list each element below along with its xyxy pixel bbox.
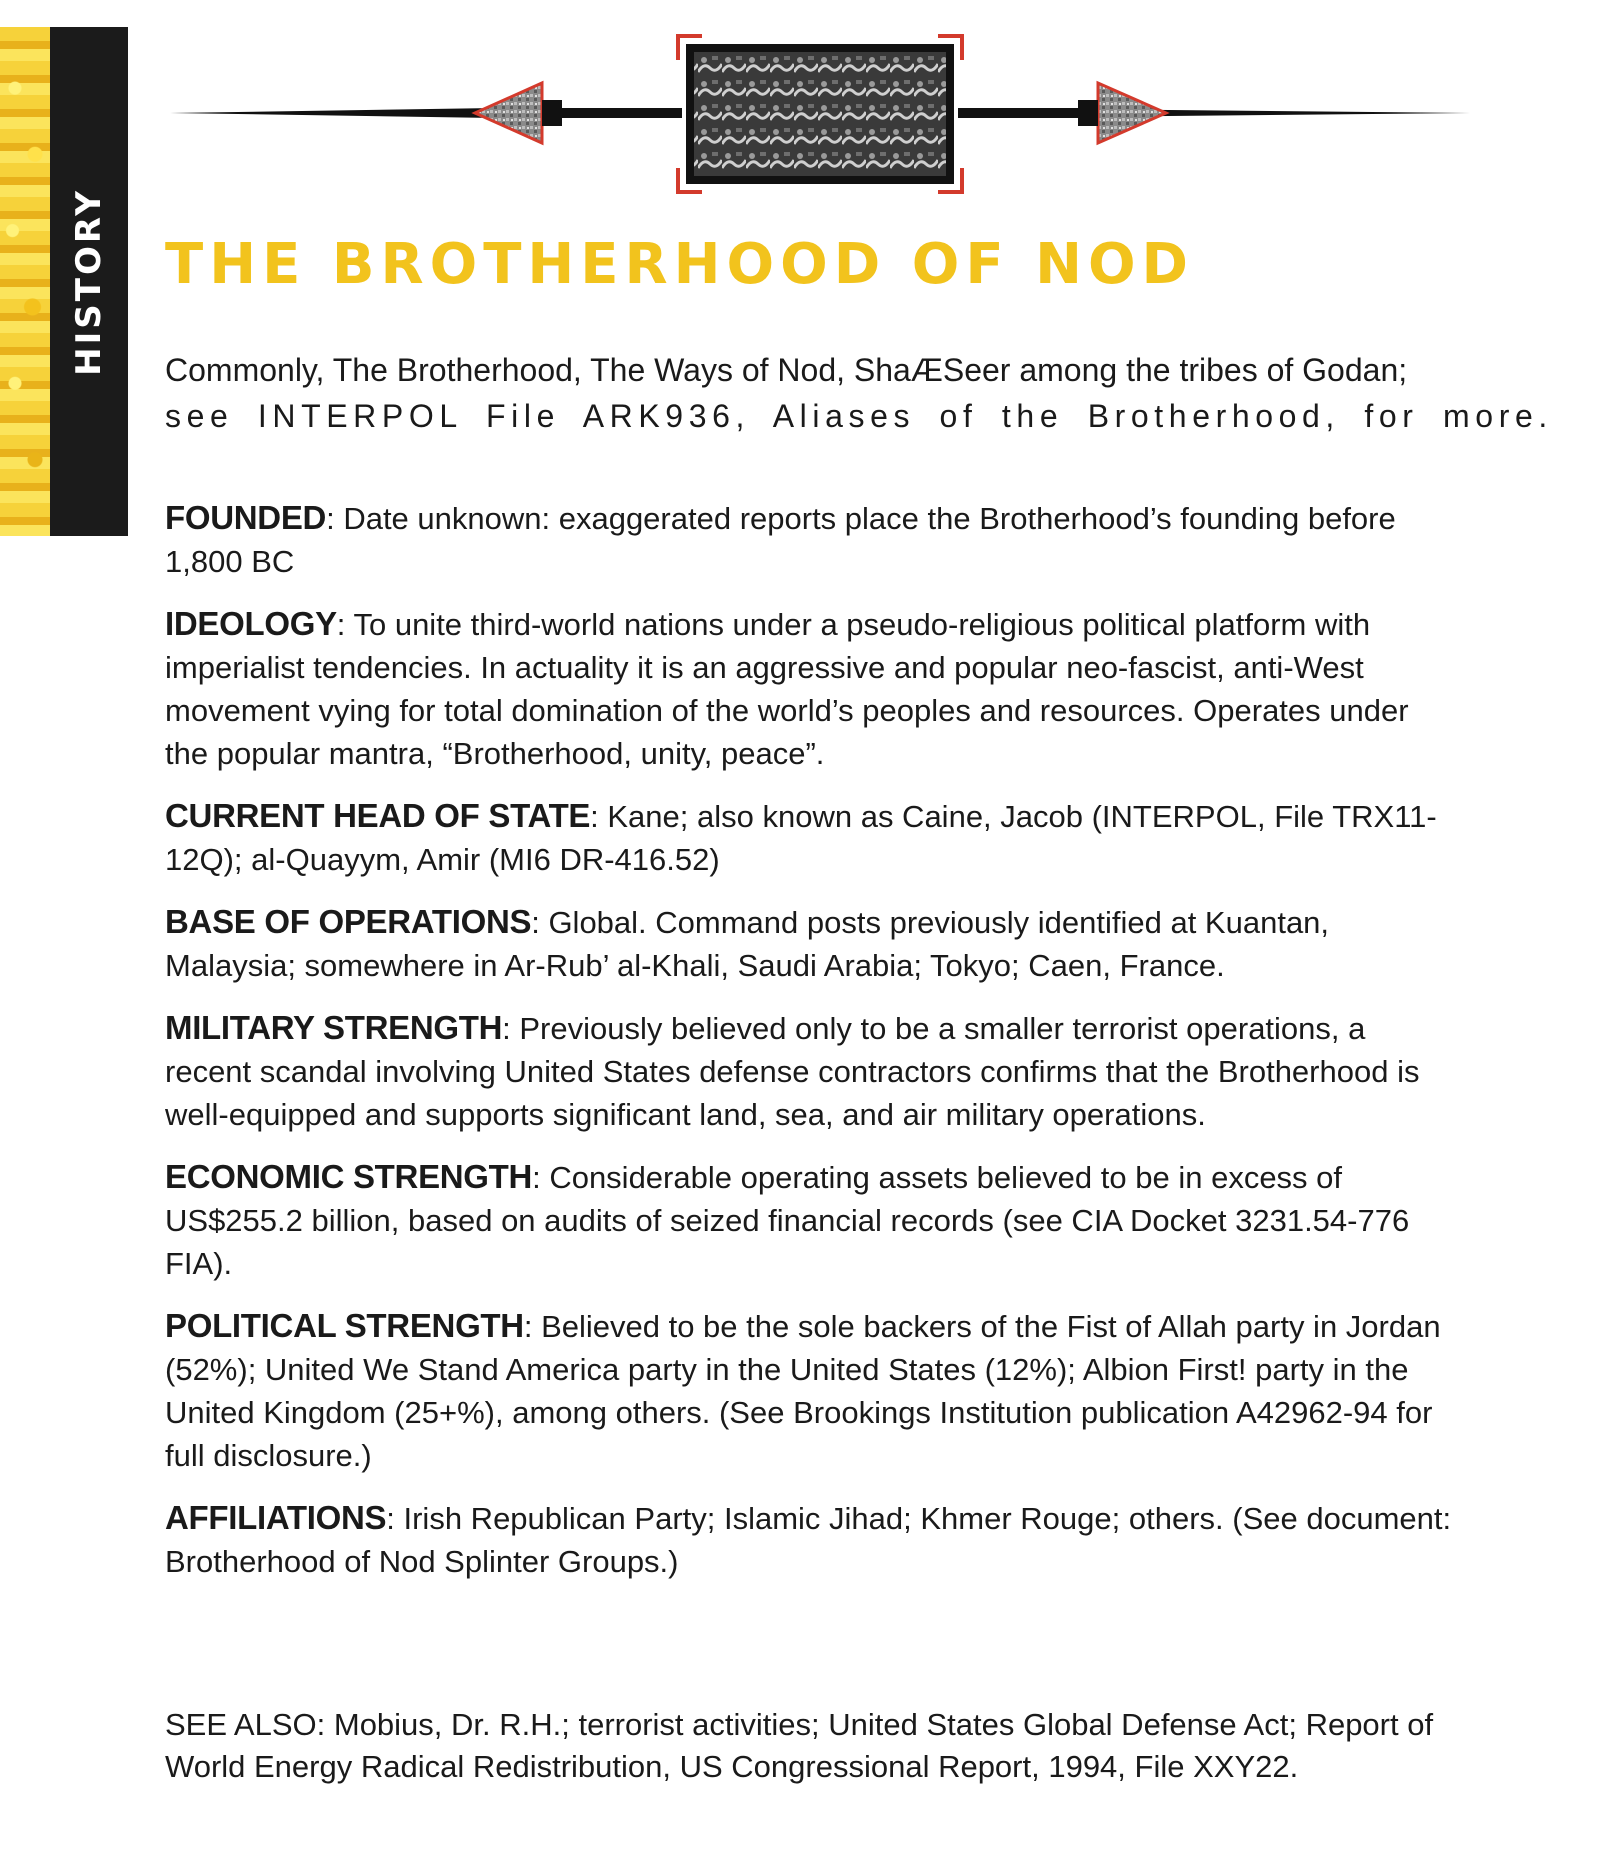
arrow-right-icon bbox=[1098, 83, 1166, 143]
entry-affiliations: AFFILIATIONS: Irish Republican Party; Islamic Jihad; Khmer Rouge; others. (See document: Brotherhood of Nod Splinter Groups.) bbox=[165, 1499, 1452, 1579]
entry-text: To unite third-world nations under a pseudo-religious political platform with imperialist tendencies. In actuality it is an aggressive and popular neo-fascist, anti-West movement vying for total domination of the world’s peoples and resources. Operates under the popular mantra, “Brotherhood, unity, peace”. bbox=[165, 607, 1409, 771]
entry-ideology: IDEOLOGY: To unite third-world nations under a pseudo-religious political platform with imperialist tendencies. In actuality it is an aggressive and popular neo-fascist, anti-West movement vying for total domination of the world’s peoples and resources. Operates under the popular mantra, “Brotherhood, unity, peace”. bbox=[165, 605, 1409, 771]
section-tab bbox=[50, 27, 128, 536]
entry-label: POLITICAL STRENGTH bbox=[165, 1307, 524, 1344]
entry-text: Irish Republican Party; Islamic Jihad; Khmer Rouge; others. (See document: Brotherhood of Nod Splinter Groups.) bbox=[165, 1501, 1452, 1579]
ornament-line-left bbox=[170, 108, 495, 118]
header-picture bbox=[690, 48, 950, 180]
entry-label: BASE OF OPERATIONS bbox=[165, 903, 532, 940]
entry-base-of-operations: BASE OF OPERATIONS: Global. Command posts previously identified at Kuantan, Malaysia; somewhere in Ar-Rub’ al-Khali, Saudi Arabia; Tokyo; Caen, France. bbox=[165, 903, 1330, 983]
entry-text: Date unknown: exaggerated reports place the Brotherhood’s founding before 1,800 BC bbox=[165, 501, 1396, 579]
entry-label: CURRENT HEAD OF STATE bbox=[165, 797, 591, 834]
intro-line-2: see INTERPOL File ARK936, Aliases of the Brotherhood, for more. bbox=[165, 398, 1553, 434]
entry-text: Global. Command posts previously identified at Kuantan, Malaysia; somewhere in Ar-Rub’ al-Khali, Saudi Arabia; Tokyo; Caen, France. bbox=[165, 905, 1330, 983]
page-title: THE BROTHERHOOD OF NOD bbox=[165, 232, 1195, 297]
arrow-left-icon bbox=[475, 83, 542, 143]
entry-label: MILITARY STRENGTH bbox=[165, 1009, 503, 1046]
entry-label: FOUNDED bbox=[165, 499, 327, 536]
entry-text: Believed to be the sole backers of the Fist of Allah party in Jordan (52%); United We Stand America party in the United States (12%); Albion First! party in the United Kingdom (25+%), among others. (See Brookings Institution publication A42962-94 for full disclosure.) bbox=[165, 1309, 1441, 1473]
entry-text: Kane; also known as Caine, Jacob (INTERPOL, File TRX11-12Q); al-Quayym, Amir (MI6 DR-416.52) bbox=[165, 799, 1437, 877]
intro-line-1: Commonly, The Brotherhood, The Ways of Nod, ShaÆSeer among the tribes of Godan; bbox=[165, 352, 1408, 388]
see-also-paragraph: SEE ALSO: Mobius, Dr. R.H.; terrorist activities; United States Global Defense Act; Report of World Energy Radical Redistribution, US Congressional Report, 1994, File XXY22. bbox=[165, 1707, 1434, 1784]
intro-paragraph bbox=[165, 347, 1553, 439]
entry-text: Previously believed only to be a smaller terrorist operations, a recent scandal involving United States defense contractors confirms that the Brotherhood is well-equipped and supports significant land, sea, and air military operations. bbox=[165, 1011, 1420, 1132]
entry-political-strength: POLITICAL STRENGTH: Believed to be the sole backers of the Fist of Allah party in Jordan (52%); United We Stand America party in the United States (12%); Albion First! party in the United Kingdom (25+%), among others. (See Brookings Institution publication A42962-94 for full disclosure.) bbox=[165, 1307, 1441, 1473]
section-tab-label: HISTORY bbox=[69, 187, 109, 376]
entry-head-of-state: CURRENT HEAD OF STATE: Kane; also known as Caine, Jacob (INTERPOL, File TRX11-12Q); al-Quayym, Amir (MI6 DR-416.52) bbox=[165, 797, 1437, 877]
entry-label: AFFILIATIONS bbox=[165, 1499, 387, 1536]
entry-military-strength: MILITARY STRENGTH: Previously believed only to be a smaller terrorist operations, a recent scandal involving United States defense contractors confirms that the Brotherhood is well-equipped and supports significant land, sea, and air military operations. bbox=[165, 1009, 1420, 1132]
entry-economic-strength: ECONOMIC STRENGTH: Considerable operating assets believed to be in excess of US$255.2 billion, based on audits of seized financial records (see CIA Docket 3231.54-776 FIA). bbox=[165, 1158, 1410, 1281]
fact-entries bbox=[165, 496, 1455, 1602]
side-decoration-strip bbox=[0, 27, 50, 536]
entry-founded: FOUNDED: Date unknown: exaggerated reports place the Brotherhood’s founding before 1,800 BC bbox=[165, 499, 1396, 579]
entry-label: ECONOMIC STRENGTH bbox=[165, 1158, 533, 1195]
entry-label: IDEOLOGY bbox=[165, 605, 337, 642]
entry-text: Considerable operating assets believed to be in excess of US$255.2 billion, based on audits of seized financial records (see CIA Docket 3231.54-776 FIA). bbox=[165, 1160, 1410, 1281]
header-ornament bbox=[170, 30, 1470, 200]
